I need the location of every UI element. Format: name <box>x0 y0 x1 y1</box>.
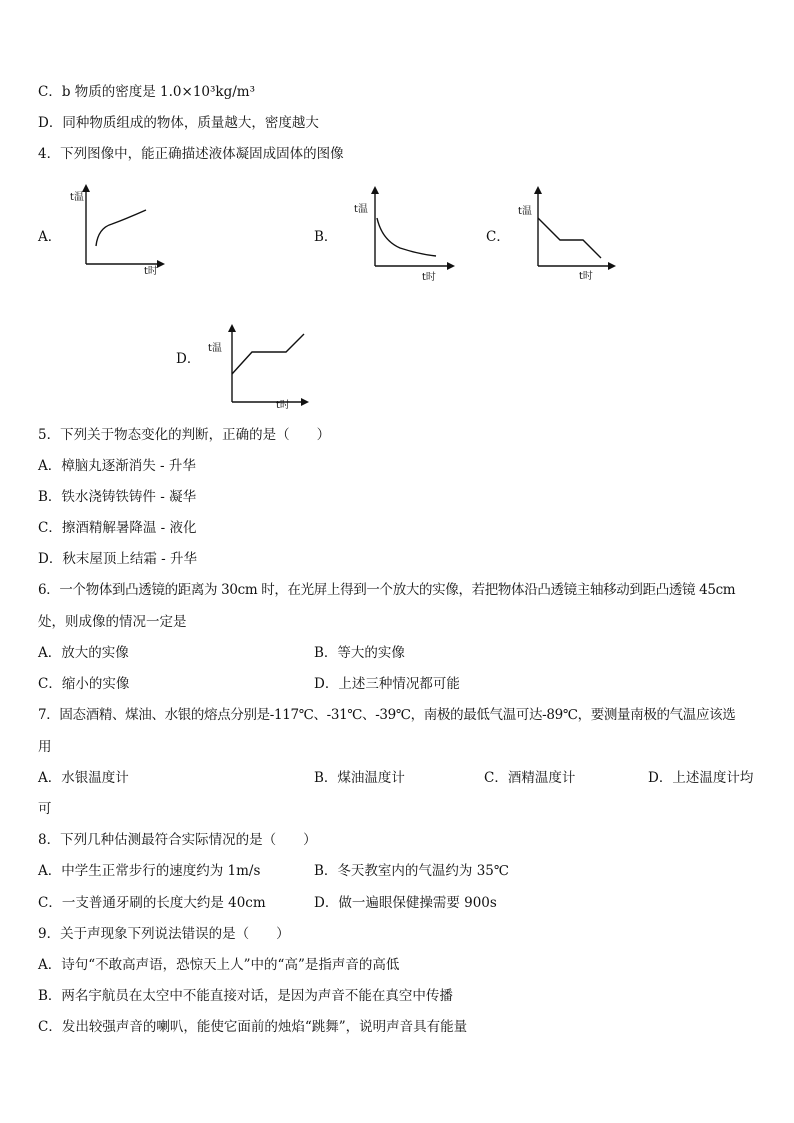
q6-option-b: B．等大的实像 <box>314 645 405 661</box>
q5-option-d: D．秋末屋顶上结霜 - 升华 <box>38 551 197 567</box>
q9-option-b: B．两名宇航员在太空中不能直接对话，是因为声音不能在真空中传播 <box>38 988 453 1004</box>
q7-option-b: B．煤油温度计 <box>314 770 405 786</box>
x-label: t时 <box>579 271 593 282</box>
y-arrow <box>371 186 379 194</box>
y-label: t温 <box>70 192 84 203</box>
x-label: t时 <box>422 272 436 282</box>
q6-stem-line2: 处，则成像的情况一定是 <box>38 614 187 630</box>
x-arrow <box>301 398 309 406</box>
q8-stem: 8．下列几种估测最符合实际情况的是（ ） <box>38 832 317 848</box>
q6-option-c: C．缩小的实像 <box>38 676 130 692</box>
y-arrow <box>82 184 90 192</box>
y-arrow <box>228 324 236 332</box>
q6-stem-line1: 6．一个物体到凸透镜的距离为 30cm 时，在光屏上得到一个放大的实像，若把物体沿凸透镜主轴移动到距凸透镜 45cm <box>38 582 736 598</box>
x-label: t时 <box>276 400 290 411</box>
q4-stem: 4．下列图像中，能正确描述液体凝固成固体的图像 <box>38 146 344 162</box>
q9-option-a: A．诗句“不敢高声语，恐惊天上人”中的“高”是指声音的高低 <box>38 957 400 973</box>
q7-option-d: D．上述温度计均 <box>648 770 754 786</box>
q7-stem-line2: 用 <box>38 739 52 755</box>
q8-option-d: D．做一遍眼保健操需要 900s <box>314 895 497 911</box>
q8-option-b: B．冬天教室内的气温约为 35℃ <box>314 863 509 879</box>
q4-graph-d-label: D． <box>176 351 201 367</box>
curve <box>96 210 146 246</box>
q4-graph-b <box>350 182 460 282</box>
q6-option-a: A．放大的实像 <box>38 645 129 661</box>
q5-option-c: C．擦酒精解暑降温 - 液化 <box>38 520 197 536</box>
q7-option-a: A．水银温度计 <box>38 770 129 786</box>
line <box>232 334 304 374</box>
x-arrow <box>447 262 455 270</box>
x-arrow <box>157 260 165 268</box>
q4-graph-a-label: A． <box>38 229 62 245</box>
y-arrow <box>534 186 542 194</box>
q7-stem-line1: 7．固态酒精、煤油、水银的熔点分别是-117℃、-31℃、-39℃，南极的最低气温可达-89℃，要测量南极的气温应该选 <box>38 707 736 723</box>
q6-option-d: D．上述三种情况都可能 <box>314 676 460 692</box>
q5-stem: 5．下列关于物态变化的判断，正确的是（ ） <box>38 427 331 443</box>
q3-option-d: D．同种物质组成的物体，质量越大，密度越大 <box>38 115 319 131</box>
q7-option-d-continued: 可 <box>38 801 52 817</box>
q8-option-a: A．中学生正常步行的速度约为 1m/s <box>38 863 261 879</box>
q4-graph-c <box>515 182 620 282</box>
q5-option-b: B．铁水浇铸铁铸件 - 凝华 <box>38 489 197 505</box>
q7-option-c: C．酒精温度计 <box>484 770 576 786</box>
q9-option-c: C．发出较强声音的喇叭，能使它面前的烛焰“跳舞”，说明声音具有能量 <box>38 1019 468 1035</box>
q5-option-a: A．樟脑丸逐渐消失 - 升华 <box>38 458 196 474</box>
y-label: t温 <box>518 206 532 217</box>
q9-stem: 9．关于声现象下列说法错误的是（ ） <box>38 926 290 942</box>
q4-graph-d <box>206 320 311 415</box>
q4-graph-c-label: C． <box>486 229 510 245</box>
q4-graph-b-label: B． <box>314 229 338 245</box>
line <box>538 218 601 258</box>
q3-option-c: C．b 物质的密度是 1.0×10³kg/m³ <box>38 84 256 100</box>
x-arrow <box>608 262 616 270</box>
x-label: t时 <box>144 266 158 277</box>
y-label: t温 <box>208 343 222 354</box>
curve <box>377 218 436 256</box>
y-label: t温 <box>354 204 368 215</box>
q8-option-c: C．一支普通牙刷的长度大约是 40cm <box>38 895 266 911</box>
q4-graph-a <box>60 180 170 280</box>
